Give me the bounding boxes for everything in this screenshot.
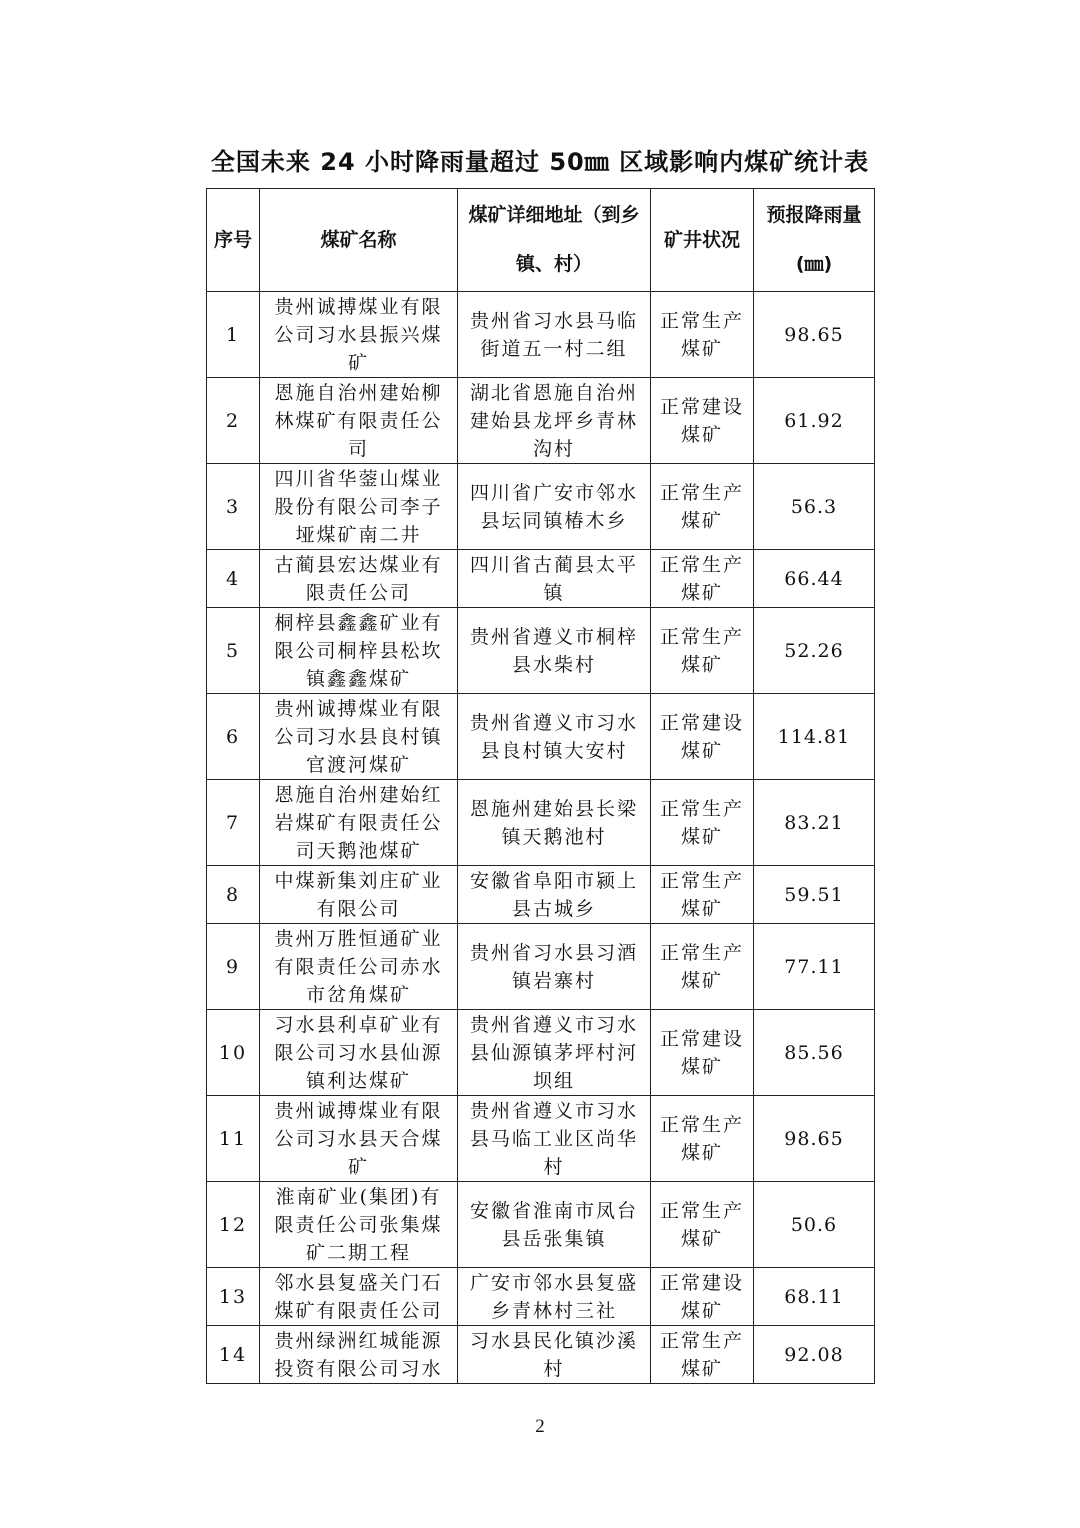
page-title: 全国未来 24 小时降雨量超过 50㎜ 区域影响内煤矿统计表 [210, 148, 870, 176]
table-row [207, 464, 875, 550]
cell-seq: 12 [207, 1182, 260, 1268]
cell-rainfall: 56.3 [754, 464, 875, 550]
cell-status: 正常生产煤矿 [651, 1182, 754, 1268]
cell-name: 贵州诚搏煤业有限公司习水县振兴煤矿 [260, 292, 458, 378]
cell-address: 广安市邻水县复盛乡青林村三社 [458, 1268, 651, 1326]
table-row [207, 694, 875, 780]
cell-seq: 1 [207, 292, 260, 378]
header-address: 煤矿详细地址（到乡镇、村） [458, 189, 651, 292]
cell-status: 正常建设煤矿 [651, 694, 754, 780]
cell-address: 湖北省恩施自治州建始县龙坪乡青林沟村 [458, 378, 651, 464]
cell-seq: 14 [207, 1326, 260, 1384]
cell-address: 安徽省阜阳市颍上县古城乡 [458, 866, 651, 924]
cell-address: 贵州省遵义市桐梓县水柴村 [458, 608, 651, 694]
cell-name: 贵州万胜恒通矿业有限责任公司赤水市岔角煤矿 [260, 924, 458, 1010]
header-seq: 序号 [207, 189, 260, 292]
cell-seq: 3 [207, 464, 260, 550]
table-row [207, 780, 875, 866]
cell-rainfall: 83.21 [754, 780, 875, 866]
cell-status: 正常建设煤矿 [651, 378, 754, 464]
table-row [207, 1326, 875, 1384]
cell-rainfall: 59.51 [754, 866, 875, 924]
cell-status: 正常生产煤矿 [651, 1326, 754, 1384]
cell-name: 贵州绿洲红城能源投资有限公司习水 [260, 1326, 458, 1384]
coal-mine-table [206, 188, 875, 1384]
cell-name: 邻水县复盛关门石煤矿有限责任公司 [260, 1268, 458, 1326]
cell-address: 贵州省习水县马临街道五一村二组 [458, 292, 651, 378]
table-row [207, 1010, 875, 1096]
cell-address: 贵州省遵义市习水县良村镇大安村 [458, 694, 651, 780]
cell-seq: 4 [207, 550, 260, 608]
table-row [207, 1096, 875, 1182]
cell-seq: 8 [207, 866, 260, 924]
cell-seq: 5 [207, 608, 260, 694]
cell-status: 正常生产煤矿 [651, 866, 754, 924]
table-row [207, 1268, 875, 1326]
header-name: 煤矿名称 [260, 189, 458, 292]
cell-rainfall: 98.65 [754, 292, 875, 378]
page-number: 2 [535, 1416, 545, 1437]
cell-name: 古蔺县宏达煤业有限责任公司 [260, 550, 458, 608]
table-row [207, 866, 875, 924]
cell-status: 正常建设煤矿 [651, 1010, 754, 1096]
cell-rainfall: 61.92 [754, 378, 875, 464]
cell-seq: 2 [207, 378, 260, 464]
cell-address: 四川省古蔺县太平镇 [458, 550, 651, 608]
table-row [207, 1182, 875, 1268]
cell-address: 贵州省遵义市习水县马临工业区尚华村 [458, 1096, 651, 1182]
cell-address: 贵州省习水县习酒镇岩寨村 [458, 924, 651, 1010]
cell-rainfall: 77.11 [754, 924, 875, 1010]
table-row [207, 924, 875, 1010]
cell-status: 正常生产煤矿 [651, 464, 754, 550]
cell-name: 中煤新集刘庄矿业有限公司 [260, 866, 458, 924]
cell-name: 桐梓县鑫鑫矿业有限公司桐梓县松坎镇鑫鑫煤矿 [260, 608, 458, 694]
cell-rainfall: 66.44 [754, 550, 875, 608]
cell-rainfall: 98.65 [754, 1096, 875, 1182]
cell-address: 习水县民化镇沙溪村 [458, 1326, 651, 1384]
cell-seq: 13 [207, 1268, 260, 1326]
cell-rainfall: 92.08 [754, 1326, 875, 1384]
header-rainfall: 预报降雨量(㎜) [754, 189, 875, 292]
cell-address: 四川省广安市邻水县坛同镇椿木乡 [458, 464, 651, 550]
cell-name: 恩施自治州建始红岩煤矿有限责任公司天鹅池煤矿 [260, 780, 458, 866]
cell-rainfall: 50.6 [754, 1182, 875, 1268]
cell-rainfall: 85.56 [754, 1010, 875, 1096]
cell-status: 正常生产煤矿 [651, 780, 754, 866]
cell-address: 贵州省遵义市习水县仙源镇茅坪村河坝组 [458, 1010, 651, 1096]
table-row [207, 292, 875, 378]
cell-name: 贵州诚搏煤业有限公司习水县天合煤矿 [260, 1096, 458, 1182]
cell-seq: 10 [207, 1010, 260, 1096]
cell-name: 习水县利卓矿业有限公司习水县仙源镇利达煤矿 [260, 1010, 458, 1096]
cell-name: 四川省华蓥山煤业股份有限公司李子垭煤矿南二井 [260, 464, 458, 550]
cell-status: 正常生产煤矿 [651, 1096, 754, 1182]
cell-seq: 6 [207, 694, 260, 780]
cell-status: 正常生产煤矿 [651, 292, 754, 378]
table-row [207, 608, 875, 694]
cell-address: 安徽省淮南市凤台县岳张集镇 [458, 1182, 651, 1268]
cell-status: 正常建设煤矿 [651, 1268, 754, 1326]
cell-name: 淮南矿业(集团)有限责任公司张集煤矿二期工程 [260, 1182, 458, 1268]
table-row [207, 378, 875, 464]
cell-status: 正常生产煤矿 [651, 608, 754, 694]
cell-rainfall: 68.11 [754, 1268, 875, 1326]
cell-seq: 7 [207, 780, 260, 866]
cell-address: 恩施州建始县长梁镇天鹅池村 [458, 780, 651, 866]
cell-status: 正常生产煤矿 [651, 550, 754, 608]
cell-name: 贵州诚搏煤业有限公司习水县良村镇官渡河煤矿 [260, 694, 458, 780]
cell-rainfall: 52.26 [754, 608, 875, 694]
table-row [207, 550, 875, 608]
cell-seq: 11 [207, 1096, 260, 1182]
header-status: 矿井状况 [651, 189, 754, 292]
cell-status: 正常生产煤矿 [651, 924, 754, 1010]
table-header-row [207, 189, 875, 292]
cell-seq: 9 [207, 924, 260, 1010]
cell-rainfall: 114.81 [754, 694, 875, 780]
cell-name: 恩施自治州建始柳林煤矿有限责任公司 [260, 378, 458, 464]
